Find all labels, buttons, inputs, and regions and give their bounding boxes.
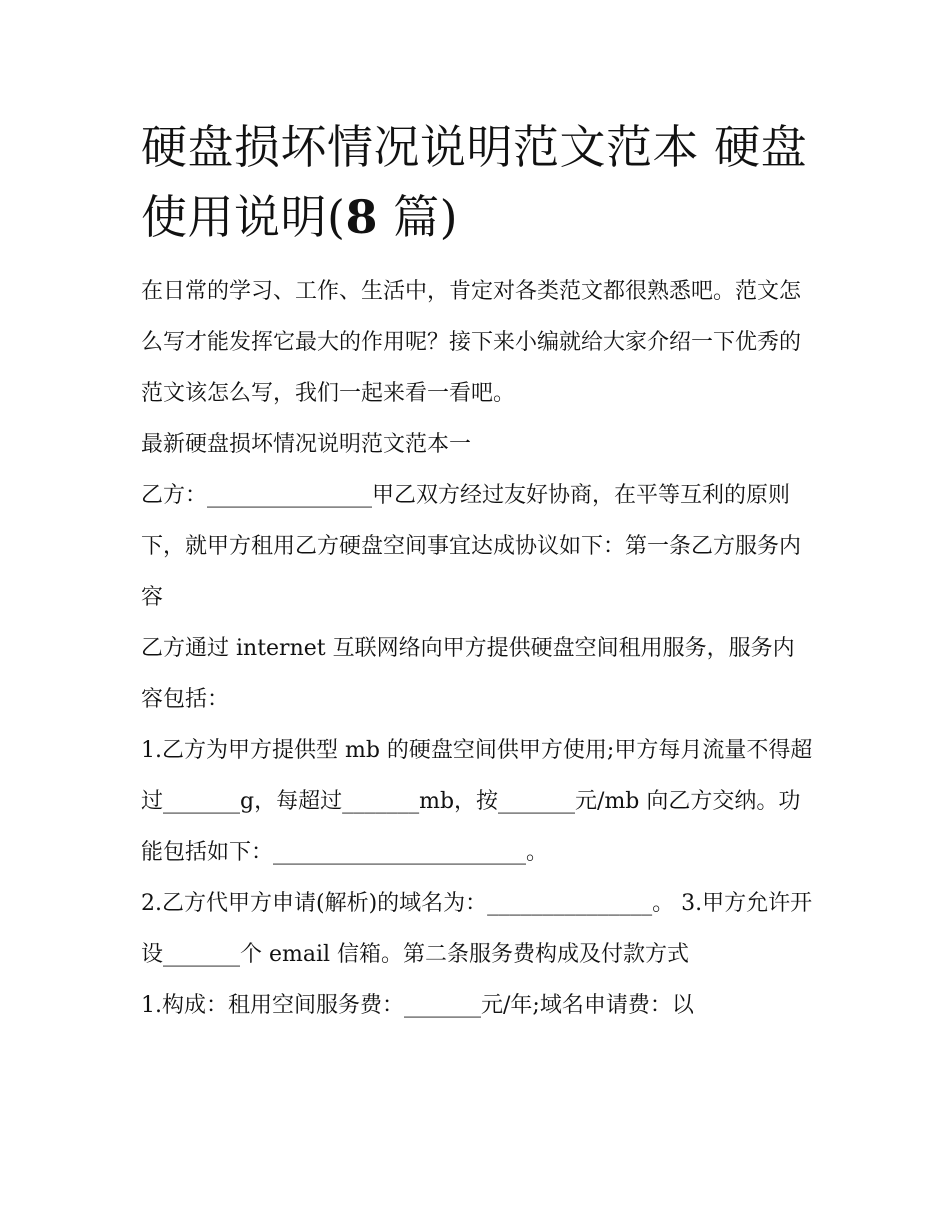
paragraph-text: 在日常的学习、工作、生活中，肯定对各类范文都很熟悉吧。范文怎么写才能发挥它最大的作用呢？接下来小编就给大家介绍一下优秀的范文该怎么写，我们一起来看一看吧。 (141, 279, 802, 406)
paragraph-item-2 (141, 878, 816, 980)
paragraph-text: 乙方通过 internet 互联网络向甲方提供硬盘空间租用服务，服务内容包括： (141, 636, 795, 712)
title-text-part2: 篇) (377, 190, 459, 244)
paragraph-party-b (141, 470, 816, 623)
paragraph-text: 1.构成：租用空间服务费：_______元/年;域名申请费：以 (141, 993, 694, 1018)
paragraph-intro (141, 266, 816, 419)
paragraph-section-heading (141, 419, 816, 470)
paragraph-service-desc (141, 623, 816, 725)
document-page (141, 112, 816, 1031)
title-text-part1: 硬盘损坏情况说明范文范本 硬盘使用说明( (141, 120, 808, 244)
paragraph-text: 2.乙方代甲方申请(解析)的域名为：_______________。 3.甲方允许开设_______个 email 信箱。第二条服务费构成及付款方式 (141, 891, 813, 967)
title-count-number: 8 (345, 190, 378, 244)
paragraph-fee-composition (141, 980, 816, 1031)
paragraph-text: 乙方：_______________甲乙双方经过友好协商，在平等互利的原则下，就甲方租用乙方硬盘空间事宜达成协议如下：第一条乙方服务内容 (141, 483, 802, 610)
paragraph-item-1 (141, 725, 816, 878)
document-title (141, 112, 816, 252)
paragraph-text: 最新硬盘损坏情况说明范文范本一 (141, 432, 472, 457)
document-body (141, 266, 816, 1031)
paragraph-text: 1.乙方为甲方提供型 mb 的硬盘空间供甲方使用;甲方每月流量不得超过_______g，每超过_______mb，按_______元/mb 向乙方交纳。功能包括如下：_______________________。 (141, 738, 813, 865)
